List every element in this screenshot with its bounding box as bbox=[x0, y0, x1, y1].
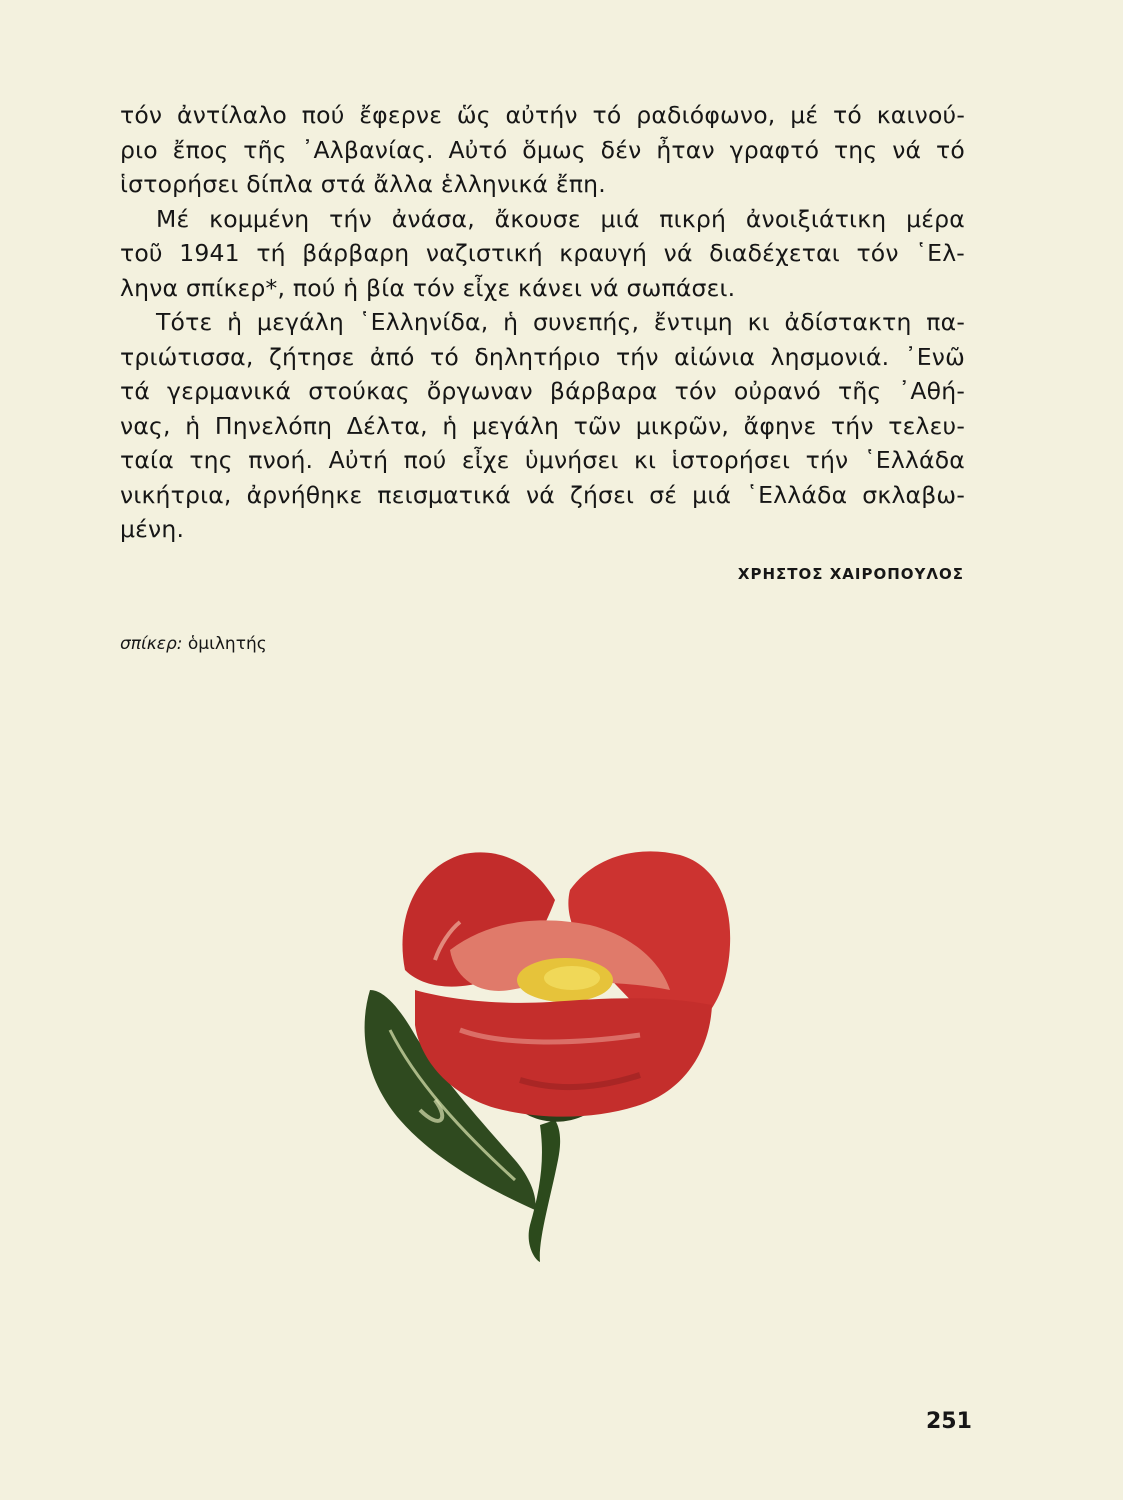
text-line: τόν ἀντίλαλο πού ἔφερνε ὥς αὐτήν τό ραδιόφωνο, μέ τό καινού- bbox=[120, 101, 965, 129]
text-line: Τότε ἡ μεγάλη ῾Ελληνίδα, ἡ συνεπής, ἔντιμη κι ἀδίστακτη πα- bbox=[156, 308, 965, 336]
flower-stem bbox=[529, 1120, 560, 1262]
footnote-term: σπίκερ: bbox=[120, 634, 183, 654]
text-line: νικήτρια, ἀρνήθηκε πεισματικά νά ζήσει σέ μιά ῾Ελλάδα σκλαβω- bbox=[120, 480, 965, 509]
text-line: ταία της πνοή. Αὐτή πού εἶχε ὑμνήσει κι ἱστορήσει τήν ῾Ελλάδα bbox=[120, 446, 965, 474]
footnote bbox=[120, 634, 267, 654]
text-line: τά γερμανικά στούκας ὄργωναν βάρβαρα τόν οὐρανό τῆς ᾿Αθή- bbox=[120, 377, 965, 405]
red-flower-watercolor-icon bbox=[340, 830, 760, 1270]
flower-center bbox=[544, 966, 600, 990]
text-line: νας, ἡ Πηνελόπη Δέλτα, ἡ μεγάλη τῶν μικρῶν, ἄφηνε τήν τελευ- bbox=[120, 411, 965, 440]
text-line: τοῦ 1941 τή βάρβαρη ναζιστική κραυγή νά διαδέχεται τόν ῾Ελ- bbox=[120, 239, 965, 267]
text-line: ἱστορήσει δίπλα στά ἄλλα ἑλληνικά ἔπη. bbox=[120, 170, 606, 198]
text-line: ριο ἔπος τῆς ᾿Αλβανίας. Αὐτό ὅμως δέν ἦταν γραφτό της νά τό bbox=[120, 135, 965, 164]
body-text bbox=[120, 98, 965, 547]
text-line: μένη. bbox=[120, 515, 185, 543]
footnote-definition: ὁμιλητής bbox=[187, 634, 267, 654]
text-line: ληνα σπίκερ*, πού ἡ βία τόν εἶχε κάνει νά σωπάσει. bbox=[120, 273, 736, 302]
text-line: Μέ κομμένη τήν ἀνάσα, ἄκουσε μιά πικρή ἀνοιξιάτικη μέρα bbox=[156, 204, 965, 233]
page-number: 251 bbox=[926, 1409, 972, 1434]
author-name: ΧΡΗΣΤΟΣ ΧΑΙΡΟΠΟΥΛΟΣ bbox=[737, 565, 964, 583]
text-line: τριώτισσα, ζήτησε ἀπό τό δηλητήριο τήν αἰώνια λησμονιά. ᾿Ενῶ bbox=[120, 342, 965, 371]
